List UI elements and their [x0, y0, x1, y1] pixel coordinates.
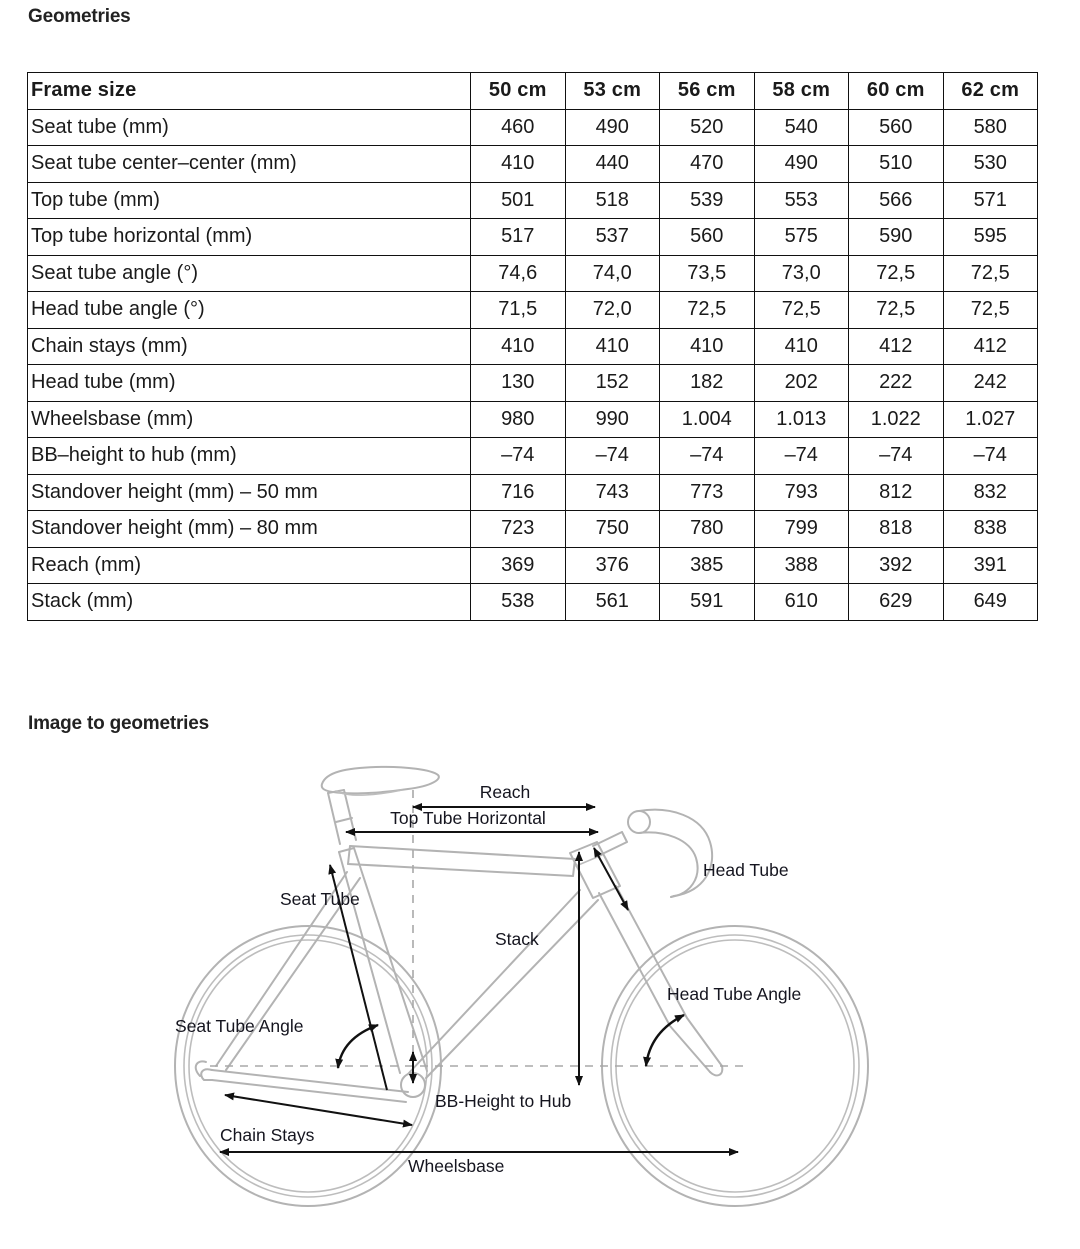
table-row — [28, 146, 1038, 183]
column-header-5: 62 cm — [943, 73, 1038, 110]
table-cell: 832 — [943, 474, 1038, 511]
table-cell: 182 — [660, 365, 755, 402]
table-cell: –74 — [943, 438, 1038, 475]
table-cell: 812 — [849, 474, 944, 511]
table-body — [28, 109, 1038, 620]
column-header-3: 58 cm — [754, 73, 849, 110]
table-cell: 590 — [849, 219, 944, 256]
label-head-tube: Head Tube — [703, 860, 789, 880]
table-cell: 750 — [565, 511, 660, 548]
table-cell: 74,6 — [471, 255, 566, 292]
table-cell: 410 — [565, 328, 660, 365]
table-cell: 610 — [754, 584, 849, 621]
table-cell: 538 — [471, 584, 566, 621]
table-cell: 440 — [565, 146, 660, 183]
row-label: Seat tube (mm) — [28, 109, 471, 146]
label-top-tube-horizontal: Top Tube Horizontal — [390, 808, 546, 828]
table-cell: 410 — [471, 328, 566, 365]
row-label: Standover height (mm) – 80 mm — [28, 511, 471, 548]
label-wheelsbase: Wheelsbase — [408, 1156, 505, 1176]
table-cell: 716 — [471, 474, 566, 511]
label-seat-tube: Seat Tube — [280, 889, 360, 909]
table-row — [28, 182, 1038, 219]
table-row — [28, 109, 1038, 146]
label-bb-height-to-hub: BB-Height to Hub — [435, 1091, 572, 1111]
table-cell: 72,5 — [943, 255, 1038, 292]
table-cell: 723 — [471, 511, 566, 548]
row-label: Seat tube center–center (mm) — [28, 146, 471, 183]
table-cell: 460 — [471, 109, 566, 146]
label-chain-stays: Chain Stays — [220, 1125, 315, 1145]
table-cell: 510 — [849, 146, 944, 183]
table-cell: 539 — [660, 182, 755, 219]
table-cell: 202 — [754, 365, 849, 402]
table-cell: 369 — [471, 547, 566, 584]
table-cell: 412 — [943, 328, 1038, 365]
row-label: Top tube horizontal (mm) — [28, 219, 471, 256]
table-row — [28, 547, 1038, 584]
row-label: Standover height (mm) – 50 mm — [28, 474, 471, 511]
table-cell: 1.004 — [660, 401, 755, 438]
table-cell: 490 — [565, 109, 660, 146]
table-cell: 553 — [754, 182, 849, 219]
table-cell: 130 — [471, 365, 566, 402]
row-label: Chain stays (mm) — [28, 328, 471, 365]
table-row — [28, 328, 1038, 365]
table-cell: 560 — [849, 109, 944, 146]
table-cell: 530 — [943, 146, 1038, 183]
table-cell: 222 — [849, 365, 944, 402]
table-cell: 72,5 — [660, 292, 755, 329]
table-cell: 72,5 — [754, 292, 849, 329]
row-label: Wheelsbase (mm) — [28, 401, 471, 438]
table-cell: 74,0 — [565, 255, 660, 292]
table-cell: 412 — [849, 328, 944, 365]
table-cell: 560 — [660, 219, 755, 256]
table-corner-header: Frame size — [28, 73, 471, 110]
table-cell: 73,5 — [660, 255, 755, 292]
table-cell: 980 — [471, 401, 566, 438]
column-header-2: 56 cm — [660, 73, 755, 110]
head-tube-angle-arc — [646, 1015, 684, 1066]
table-cell: 470 — [660, 146, 755, 183]
row-label: Head tube angle (°) — [28, 292, 471, 329]
table-header-row — [28, 73, 1038, 110]
table-cell: 72,5 — [849, 292, 944, 329]
table-cell: 388 — [754, 547, 849, 584]
table-row — [28, 401, 1038, 438]
table-cell: 517 — [471, 219, 566, 256]
table-cell: 385 — [660, 547, 755, 584]
table-cell: 575 — [754, 219, 849, 256]
row-label: Head tube (mm) — [28, 365, 471, 402]
table-cell: 793 — [754, 474, 849, 511]
table-row — [28, 365, 1038, 402]
table-cell: 242 — [943, 365, 1038, 402]
table-cell: 595 — [943, 219, 1038, 256]
page-title-image-to-geometries: Image to geometries — [28, 713, 209, 734]
table-cell: 561 — [565, 584, 660, 621]
table-row — [28, 438, 1038, 475]
table-cell: 591 — [660, 584, 755, 621]
table-cell: –74 — [471, 438, 566, 475]
table-cell: 376 — [565, 547, 660, 584]
table-cell: –74 — [849, 438, 944, 475]
table-row — [28, 255, 1038, 292]
table-cell: 391 — [943, 547, 1038, 584]
diagram-annotations — [175, 782, 801, 1176]
table-cell: 410 — [754, 328, 849, 365]
table-cell: 571 — [943, 182, 1038, 219]
table-cell: 72,5 — [849, 255, 944, 292]
table-cell: 73,0 — [754, 255, 849, 292]
table-row — [28, 474, 1038, 511]
geometry-table-container — [27, 72, 1037, 621]
label-stack: Stack — [495, 929, 539, 949]
label-reach: Reach — [479, 782, 531, 802]
table-cell: 71,5 — [471, 292, 566, 329]
table-cell: 799 — [754, 511, 849, 548]
head-tube-dimension-line — [594, 848, 628, 910]
table-cell: 566 — [849, 182, 944, 219]
table-cell: 990 — [565, 401, 660, 438]
table-cell: 649 — [943, 584, 1038, 621]
table-cell: 410 — [471, 146, 566, 183]
table-row — [28, 584, 1038, 621]
table-row — [28, 511, 1038, 548]
row-label: Stack (mm) — [28, 584, 471, 621]
table-cell: 537 — [565, 219, 660, 256]
table-cell: 152 — [565, 365, 660, 402]
table-cell: 773 — [660, 474, 755, 511]
label-head-tube-angle: Head Tube Angle — [667, 984, 802, 1004]
row-label: BB–height to hub (mm) — [28, 438, 471, 475]
table-cell: 580 — [943, 109, 1038, 146]
table-cell: –74 — [660, 438, 755, 475]
table-cell: 780 — [660, 511, 755, 548]
table-cell: 490 — [754, 146, 849, 183]
column-header-4: 60 cm — [849, 73, 944, 110]
diagram-guide-lines — [210, 790, 750, 1080]
geometry-table — [27, 72, 1038, 621]
table-cell: 392 — [849, 547, 944, 584]
table-cell: 838 — [943, 511, 1038, 548]
table-cell: 1.013 — [754, 401, 849, 438]
table-cell: 1.022 — [849, 401, 944, 438]
row-label: Seat tube angle (°) — [28, 255, 471, 292]
table-cell: –74 — [754, 438, 849, 475]
table-cell: 1.027 — [943, 401, 1038, 438]
bicycle-geometry-diagram — [150, 760, 980, 1220]
row-label: Top tube (mm) — [28, 182, 471, 219]
table-cell: 518 — [565, 182, 660, 219]
table-cell: 540 — [754, 109, 849, 146]
table-cell: 72,0 — [565, 292, 660, 329]
row-label: Reach (mm) — [28, 547, 471, 584]
table-row — [28, 292, 1038, 329]
table-cell: 501 — [471, 182, 566, 219]
table-cell: 410 — [660, 328, 755, 365]
table-cell: –74 — [565, 438, 660, 475]
table-cell: 520 — [660, 109, 755, 146]
label-seat-tube-angle: Seat Tube Angle — [175, 1016, 304, 1036]
table-cell: 629 — [849, 584, 944, 621]
column-header-0: 50 cm — [471, 73, 566, 110]
table-cell: 72,5 — [943, 292, 1038, 329]
page-title-geometries: Geometries — [28, 6, 131, 27]
table-cell: 818 — [849, 511, 944, 548]
table-cell: 743 — [565, 474, 660, 511]
table-row — [28, 219, 1038, 256]
column-header-1: 53 cm — [565, 73, 660, 110]
